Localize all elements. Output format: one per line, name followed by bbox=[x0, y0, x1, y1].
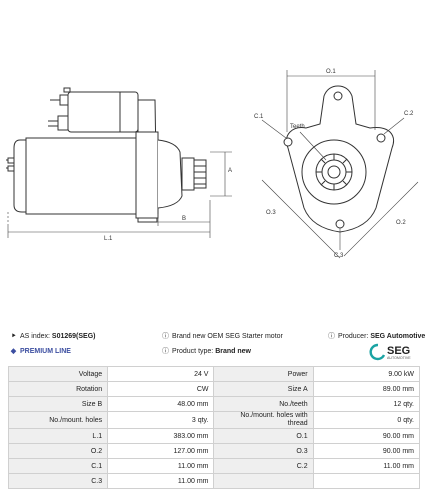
spec-label: C.2 bbox=[214, 459, 313, 474]
brand-info bbox=[162, 332, 283, 341]
diamond-icon: ◆ bbox=[10, 348, 17, 355]
spec-label: O.1 bbox=[214, 429, 313, 444]
spec-value: 90.00 mm bbox=[313, 444, 419, 459]
spec-label: O.2 bbox=[9, 444, 108, 459]
brand-text: Brand new OEM SEG Starter motor bbox=[172, 333, 283, 340]
table-row bbox=[9, 459, 420, 474]
specs-table bbox=[8, 366, 420, 489]
table-row bbox=[9, 397, 420, 412]
front-view bbox=[284, 86, 394, 232]
table-row bbox=[9, 474, 420, 489]
spec-value: 90.00 mm bbox=[313, 429, 419, 444]
spec-label: Power bbox=[214, 367, 313, 382]
product-type-label: Product type: bbox=[172, 348, 214, 355]
spec-label: Size A bbox=[214, 382, 313, 397]
spec-value: CW bbox=[108, 382, 214, 397]
info-icon: ⓘ bbox=[162, 333, 169, 340]
as-index-label: AS index: bbox=[20, 333, 50, 340]
spec-value: 383.00 mm bbox=[108, 429, 214, 444]
premium-line-text: PREMIUM LINE bbox=[20, 348, 71, 355]
dim-label-c3: C.3 bbox=[334, 253, 344, 259]
side-view bbox=[6, 88, 206, 222]
spec-label bbox=[214, 474, 313, 489]
premium-line bbox=[10, 347, 71, 356]
dim-label-teeth: Teeth bbox=[290, 124, 305, 130]
spec-value: 11.00 mm bbox=[108, 474, 214, 489]
seg-logo-subtext: AUTOMOTIVE bbox=[387, 356, 411, 360]
seg-logo-text: SEG bbox=[387, 345, 411, 357]
table-row bbox=[9, 382, 420, 397]
spec-value: 48.00 mm bbox=[108, 397, 214, 412]
seg-logo bbox=[369, 343, 425, 361]
table-row bbox=[9, 412, 420, 429]
spec-value: 3 qty. bbox=[108, 412, 214, 429]
spec-value: 11.00 mm bbox=[313, 459, 419, 474]
dim-label-c1: C.1 bbox=[254, 114, 264, 120]
dim-label-c2: C.2 bbox=[404, 111, 414, 117]
spec-value bbox=[313, 474, 419, 489]
producer-label: Producer: bbox=[338, 333, 369, 340]
dim-label-b: B bbox=[182, 216, 187, 222]
spec-label: C.1 bbox=[9, 459, 108, 474]
dim-label-o1: O.1 bbox=[326, 69, 336, 75]
product-type-value: Brand new bbox=[215, 348, 251, 355]
spec-label: Voltage bbox=[9, 367, 108, 382]
producer-info bbox=[328, 332, 425, 341]
spec-label: No./teeth bbox=[214, 397, 313, 412]
table-row bbox=[9, 367, 420, 382]
info-icon: ⓘ bbox=[328, 333, 335, 340]
spec-label: No./mount. holes with thread bbox=[214, 412, 313, 429]
info-icon: ⓘ bbox=[162, 348, 169, 355]
product-type bbox=[162, 347, 251, 356]
table-row bbox=[9, 429, 420, 444]
producer-value: SEG Automotive bbox=[370, 333, 426, 340]
as-index bbox=[10, 332, 96, 341]
spec-value: 12 qty. bbox=[313, 397, 419, 412]
as-index-value: S01269(SEG) bbox=[51, 333, 96, 340]
dim-label-a: A bbox=[228, 168, 233, 174]
dim-label-o2: O.2 bbox=[396, 220, 406, 226]
tag-icon: ⯈ bbox=[10, 333, 17, 340]
spec-value: 0 qty. bbox=[313, 412, 419, 429]
spec-label: L.1 bbox=[9, 429, 108, 444]
spec-value: 11.00 mm bbox=[108, 459, 214, 474]
spec-label: C.3 bbox=[9, 474, 108, 489]
dim-label-l1: L.1 bbox=[104, 236, 113, 242]
spec-label: O.3 bbox=[214, 444, 313, 459]
seg-logo-mark bbox=[369, 343, 425, 361]
dim-label-o3: O.3 bbox=[266, 210, 276, 216]
spec-value: 9.00 kW bbox=[313, 367, 419, 382]
table-row bbox=[9, 444, 420, 459]
spec-label: No./mount. holes bbox=[9, 412, 108, 429]
spec-label: Rotation bbox=[9, 382, 108, 397]
spec-value: 89.00 mm bbox=[313, 382, 419, 397]
spec-label: Size B bbox=[9, 397, 108, 412]
spec-value: 127.00 mm bbox=[108, 444, 214, 459]
spec-value: 24 V bbox=[108, 367, 214, 382]
